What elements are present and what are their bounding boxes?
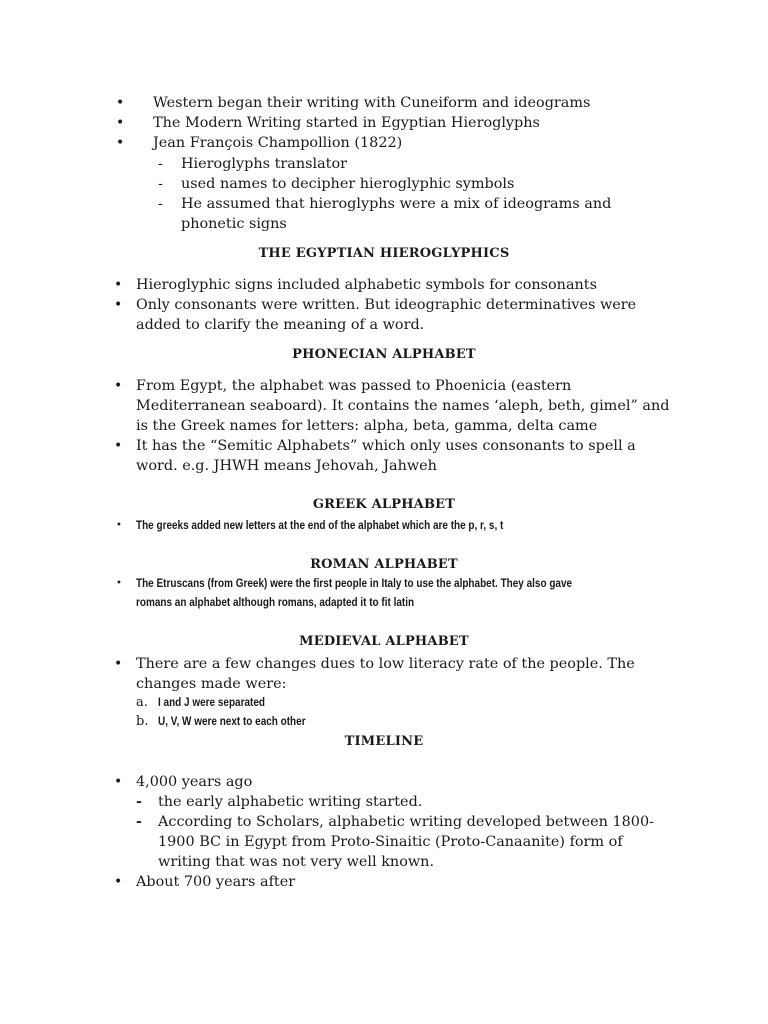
phonecian-line-4: It has the “Semitic Alphabets” which only uses consonants to spell a (136, 438, 636, 454)
intro-sub-3-cont: phonetic signs (181, 216, 287, 232)
bullet-icon: • (114, 277, 123, 293)
timeline-line-2: the early alphabetic writing started. (158, 794, 423, 810)
bullet-icon: • (116, 95, 125, 111)
phonecian-line-3: is the Greek names for letters: alpha, beta, gamma, delta came (136, 418, 598, 434)
section-heading-medieval: MEDIEVAL ALPHABET (299, 634, 469, 649)
list-marker-b: b. (136, 714, 149, 729)
bullet-icon: • (116, 520, 122, 531)
bullet-icon: • (114, 874, 123, 890)
egyptian-line-3: added to clarify the meaning of a word. (136, 317, 425, 333)
dash-marker: - (136, 813, 142, 830)
medieval-line-2: changes made were: (136, 676, 287, 692)
list-marker-a: a. (136, 695, 148, 710)
timeline-line-3: According to Scholars, alphabetic writing developed between 1800- (158, 814, 654, 830)
intro-sub-1: Hieroglyphs translator (181, 156, 347, 172)
intro-sub-3: He assumed that hieroglyphs were a mix of ideograms and (181, 196, 612, 212)
phonecian-line-5: word. e.g. JHWH means Jehovah, Jahweh (136, 458, 437, 474)
section-heading-greek: GREEK ALPHABET (312, 497, 456, 512)
medieval-item-b: U, V, W were next to each other (158, 715, 306, 728)
dash-marker: - (158, 156, 163, 172)
bullet-icon: • (116, 115, 125, 131)
timeline-line-5: writing that was not very well known. (158, 854, 435, 870)
bullet-icon: • (114, 656, 123, 672)
intro-line-1: Western began their writing with Cuneiform and ideograms (153, 95, 591, 111)
bullet-icon: • (114, 774, 123, 790)
bullet-icon: • (114, 378, 123, 394)
medieval-line-1: There are a few changes dues to low literacy rate of the people. The (136, 656, 635, 672)
section-heading-egyptian: THE EGYPTIAN HIEROGLYPHICS (258, 246, 510, 261)
phonecian-line-1: From Egypt, the alphabet was passed to Phoenicia (eastern (136, 378, 572, 394)
dash-marker: - (158, 176, 163, 192)
dash-marker: - (158, 196, 163, 212)
bullet-icon: • (116, 135, 125, 151)
roman-line-1: The Etruscans (from Greek) were the first people in Italy to use the alphabet. They also gave (136, 577, 573, 590)
bullet-icon: • (114, 438, 123, 454)
bullet-icon: • (114, 297, 123, 313)
section-heading-roman: ROMAN ALPHABET (310, 557, 458, 572)
timeline-line-6: About 700 years after (136, 874, 296, 890)
egyptian-line-2: Only consonants were written. But ideographic determinatives were (136, 297, 637, 313)
intro-line-3: Jean François Champollion (1822) (153, 135, 403, 151)
medieval-item-a: I and J were separated (158, 696, 265, 709)
section-heading-phonecian: PHONECIAN ALPHABET (292, 347, 476, 362)
roman-line-2: romans an alphabet although romans, adapted it to fit latin (136, 596, 415, 609)
intro-line-2: The Modern Writing started in Egyptian Hieroglyphs (153, 115, 540, 131)
greek-line-1: The greeks added new letters at the end of the alphabet which are the p, r, s, t (136, 519, 504, 532)
phonecian-line-2: Mediterranean seaboard). It contains the names ‘aleph, beth, gimel” and (136, 398, 670, 414)
intro-sub-2: used names to decipher hieroglyphic symbols (181, 176, 515, 192)
timeline-line-1: 4,000 years ago (136, 774, 253, 790)
section-heading-timeline: TIMELINE (344, 734, 424, 749)
timeline-line-4: 1900 BC in Egypt from Proto-Sinaitic (Proto-Canaanite) form of (158, 834, 623, 850)
egyptian-line-1: Hieroglyphic signs included alphabetic symbols for consonants (136, 277, 597, 293)
dash-marker: - (136, 793, 142, 810)
bullet-icon: • (116, 578, 122, 589)
